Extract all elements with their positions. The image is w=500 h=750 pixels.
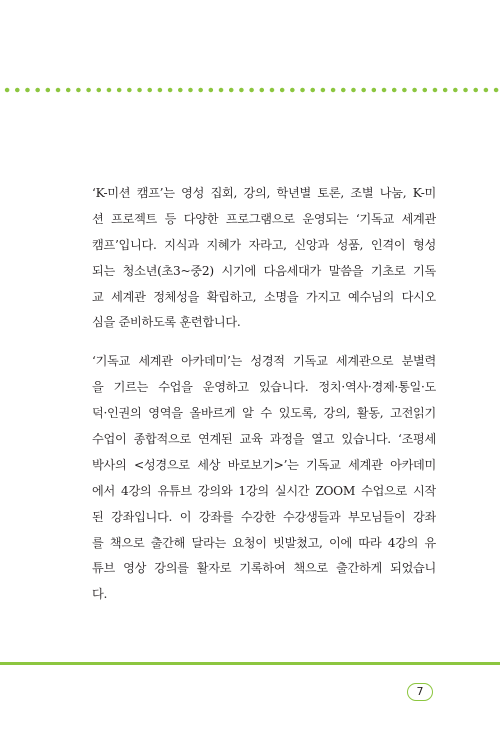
text-line: 덕·인권의 영역을 올바르게 알 수 있도록, 강의, 활동, 고전읽기: [92, 406, 436, 421]
text-line: 다.: [92, 587, 108, 602]
bottom-divider: [0, 662, 500, 665]
dotted-divider: [0, 87, 500, 93]
text-line: 된 강좌입니다. 이 강좌를 수강한 수강생들과 부모님들이 강좌: [92, 509, 436, 524]
text-line: 캠프’입니다. 지식과 지혜가 자라고, 신앙과 성품, 인격이 형성: [92, 237, 436, 252]
text-line: 션 프로젝트 등 다양한 프로그램으로 운영되는 ‘기독교 세계관: [92, 211, 436, 226]
text-line: 를 책으로 출간해 달라는 요청이 빗발쳤고, 이에 따라 4강의 유: [92, 535, 436, 550]
text-line: 을 기르는 수업을 운영하고 있습니다. 정치·역사·경제·통일·도: [92, 380, 436, 395]
page-number: 7: [407, 683, 433, 701]
paragraph-k-mission-camp: [92, 181, 436, 336]
text-line: 수업이 종합적으로 연계된 교육 과정을 열고 있습니다. ‘조평세: [92, 432, 436, 447]
body-text: [92, 181, 436, 621]
text-line: 되는 청소년(초3~중2) 시기에 다음세대가 말씀을 기초로 기독: [92, 263, 436, 278]
paragraph-worldview-academy: [92, 349, 436, 608]
text-line: 교 세계관 정체성을 확립하고, 소명을 가지고 예수님의 다시오: [92, 289, 436, 304]
text-line: 심을 준비하도록 훈련합니다.: [92, 315, 241, 330]
text-line: 박사의 <성경으로 세상 바로보기>’는 기독교 세계관 아카데미: [92, 457, 436, 472]
text-line: ‘K-미션 캠프’는 영성 집회, 강의, 학년별 토론, 조별 나눔, K-미: [92, 186, 436, 200]
text-line: 튜브 영상 강의를 활자로 기록하여 책으로 출간하게 되었습니: [92, 561, 436, 576]
text-line: 에서 4강의 유튜브 강의와 1강의 실시간 ZOOM 수업으로 시작: [92, 483, 436, 498]
text-line: ‘기독교 세계관 아카데미’는 성경적 기독교 세계관으로 분별력: [92, 354, 436, 369]
